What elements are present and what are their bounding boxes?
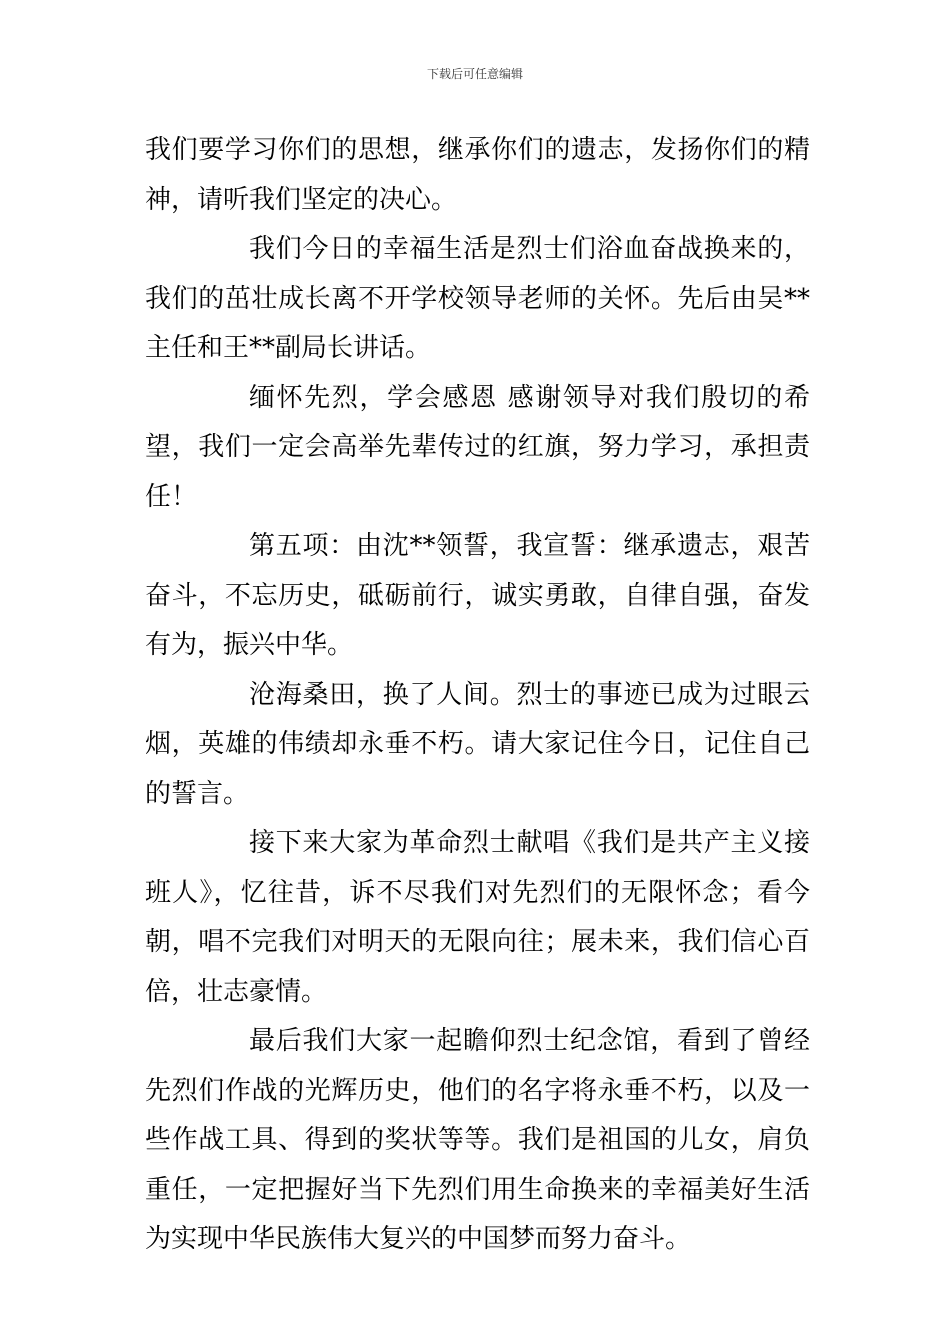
paragraph-3: 缅怀先烈，学会感恩 感谢领导对我们殷切的希望，我们一定会高举先辈传过的红旗，努力学习，承担责任！ [145, 382, 810, 512]
paragraph-2: 我们今日的幸福生活是烈士们浴血奋战换来的，我们的茁壮成长离不开学校领导老师的关怀。先后由吴**主任和王**副局长讲话。 [145, 234, 810, 363]
paragraph-6: 接下来大家为革命烈士献唱《我们是共产主义接班人》，忆往昔，诉不尽我们对先烈们的无限怀念；看今朝，唱不完我们对明天的无限向往；展未来，我们信心百倍，壮志豪情。 [145, 828, 810, 1007]
paragraph-5: 沧海桑田，换了人间。烈士的事迹已成为过眼云烟，英雄的伟绩却永垂不朽。请大家记住今日，记住自己的誓言。 [145, 679, 810, 809]
document-body [145, 126, 810, 1265]
paragraph-4: 第五项：由沈**领誓，我宣誓：继承遗志，艰苦奋斗，不忘历史，砥砺前行，诚实勇敢，自律自强，奋发有为，振兴中华。 [145, 531, 810, 660]
paragraph-1: 我们要学习你们的思想，继承你们的遗志，发扬你们的精神，请听我们坚定的决心。 [145, 135, 810, 215]
header-note: 下载后可任意编辑 [426, 67, 523, 81]
paragraph-7: 最后我们大家一起瞻仰烈士纪念馆，看到了曾经先烈们作战的光辉历史，他们的名字将永垂不朽，以及一些作战工具、得到的奖状等等。我们是祖国的儿女，肩负重任，一定把握好当下先烈们用生命换来的幸福美好生活为实现中华民族伟大复兴的中国梦而努力奋斗。 [145, 1026, 810, 1254]
